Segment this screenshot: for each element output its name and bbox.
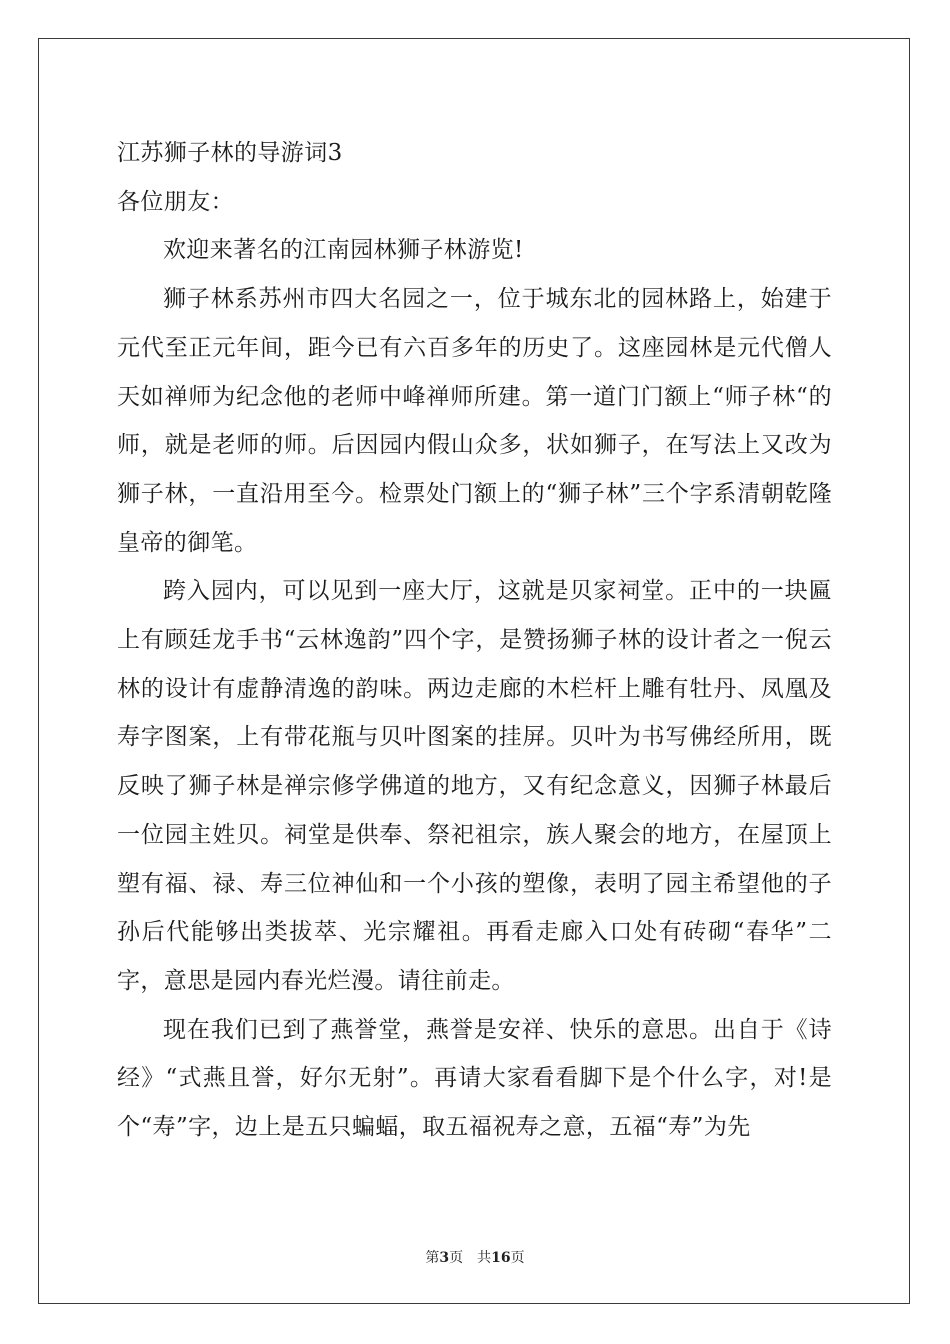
paragraph-ancestral-hall: 跨入园内，可以见到一座大厅，这就是贝家祠堂。正中的一块匾上有顾廷龙手书“云林逸韵”四个字，是赞扬狮子林的设计者之一倪云林的设计有虚静清逸的韵味。两边走廊的木栏杆上雕有牡丹、凤凰及寿字图案，上有带花瓶与贝叶图案的挂屏。贝叶为书写佛经所用，既反映了狮子林是禅宗修学佛道的地方，又有纪念意义，因狮子林最后一位园主姓贝。祠堂是供奉、祭祀祖宗，族人聚会的地方，在屋顶上塑有福、禄、寿三位神仙和一个小孩的塑像，表明了园主希望他的子孙后代能够出类拔萃、光宗耀祖。再看走廊入口处有砖砌“春华”二字，意思是园内春光烂漫。请往前走。 [117,578,832,994]
document-title: 江苏狮子林的导游词3 [117,140,343,166]
page-suffix: 页 [449,1250,464,1266]
page-number: 3 [439,1250,450,1266]
total-suffix: 页 [510,1250,525,1266]
document-body [117,129,832,1152]
paragraph-history: 狮子林系苏州市四大名园之一，位于城东北的园林路上，始建于元代至正元年间，距今已有六百多年的历史了。这座园林是元代僧人天如禅师为纪念他的老师中峰禅师所建。第一道门门额上“师子林“的师，就是老师的师。后因园内假山众多，状如狮子，在写法上又改为狮子林，一直沿用至今。检票处门额上的“狮子林”三个字系清朝乾隆皇帝的御笔。 [117,286,832,556]
total-pages: 16 [491,1250,511,1266]
page-footer [0,1248,950,1268]
total-prefix: 共 [477,1250,492,1266]
paragraph-welcome: 欢迎来著名的江南园林狮子林游览! [163,237,524,264]
salutation: 各位朋友： [117,188,234,215]
paragraph-yanyu-hall: 现在我们已到了燕誉堂，燕誉是安祥、快乐的意思。出自于《诗经》“式燕且誉，好尔无射”。再请大家看看脚下是个什么字，对!是个“寿”字，边上是五只蝙蝠，取五福祝寿之意，五福“寿”为先 [117,1016,832,1141]
page-prefix: 第 [425,1250,440,1266]
